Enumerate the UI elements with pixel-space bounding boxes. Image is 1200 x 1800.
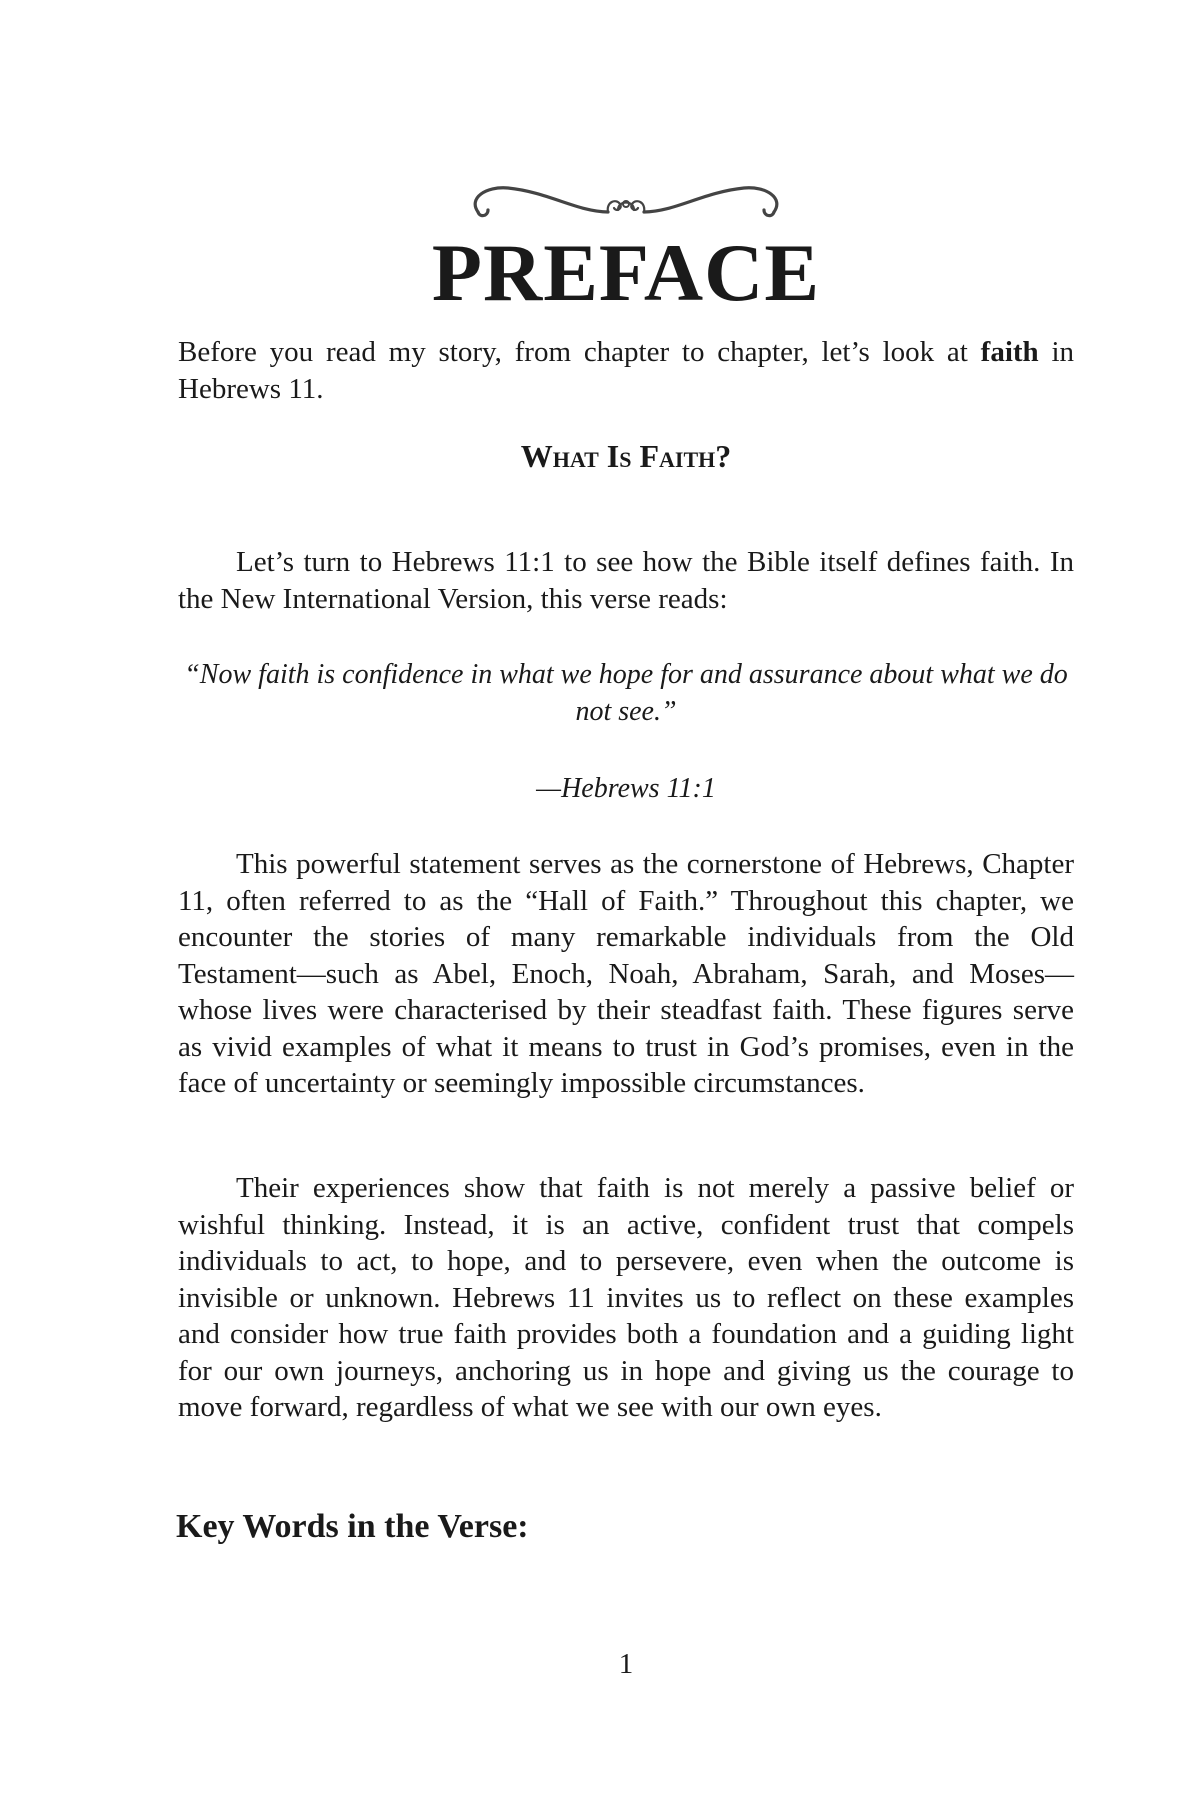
intro-paragraph (178, 334, 1074, 408)
scripture-citation: —Hebrews 11:1 (536, 773, 716, 804)
body-paragraph-1: Let’s turn to Hebrews 11:1 to see how the Bible itself defines faith. In the New International Version, this verse reads: (178, 546, 1074, 615)
flourish-ornament-icon (458, 178, 794, 234)
scripture-quote: “Now faith is confidence in what we hope for and assurance about what we do not see.” (184, 659, 1068, 727)
intro-text-after: in Hebrews 11. (178, 336, 1074, 405)
body-paragraph-2: This powerful statement serves as the cornerstone of Hebrews, Chapter 11, often referred to as the “Hall of Faith.” Throughout this chapter, we encounter the stories of many remarkable individuals from the Old Testament—such as Abel, Enoch, Noah, Abraham, Sarah, and Moses—whose lives were characterised by their steadfast faith. These figures serve as vivid examples of what it means to trust in God’s promises, even in the face of uncertainty or seemingly impossible circumstances. (178, 848, 1074, 1099)
subheading-key-words: Key Words in the Verse: (176, 1508, 529, 1545)
section-heading: What Is Faith? (520, 438, 732, 474)
intro-bold-word: faith (980, 336, 1039, 368)
body-paragraph-3: Their experiences show that faith is not merely a passive belief or wishful thinking. Instead, it is an active, confident trust that compels individuals to act, to hope, and to persevere, even when the outcome is invisible or unknown. Hebrews 11 invites us to reflect on these examples and consider how true faith provides both a foundation and a guiding light for our own journeys, anchoring us in hope and giving us the courage to move forward, regardless of what we see with our own eyes. (178, 1172, 1074, 1423)
book-page (178, 0, 1074, 1800)
intro-text-before: Before you read my story, from chapter to chapter, let’s look at (178, 336, 981, 368)
page-title: PREFACE (431, 227, 821, 318)
page-number: 1 (618, 1648, 634, 1680)
